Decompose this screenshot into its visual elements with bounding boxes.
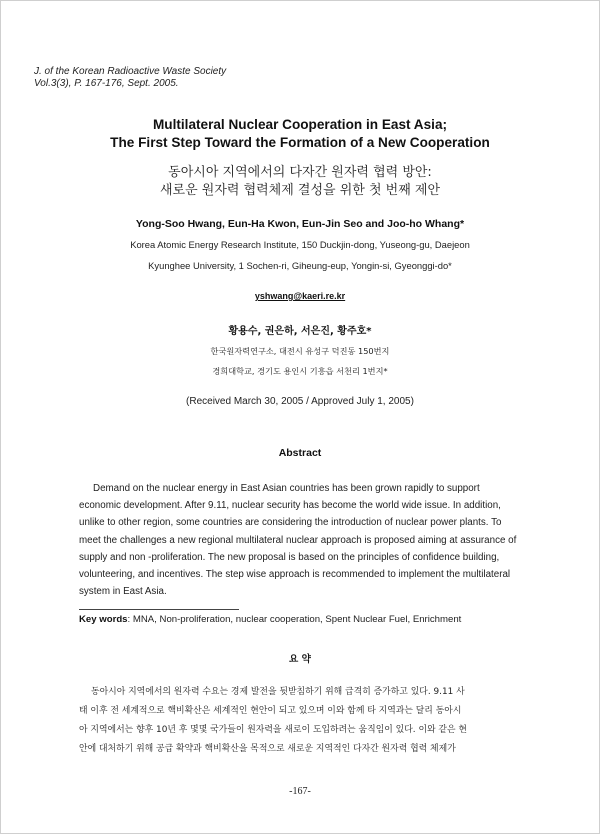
korean-abstract-body (79, 683, 529, 759)
abstract-line: Demand on the nuclear energy in East Asian countries has been grown rapidly to support (93, 483, 480, 494)
page-number: -167- (289, 786, 311, 797)
abstract-line: supply and non -proliferation. The new proposal is based on the principles of confidence building, (79, 551, 500, 563)
korean-abstract-line: 아 지역에서는 향후 10년 후 몇몇 국가들이 원자력을 새로이 도입하려는 움직임이 있다. 이와 같은 현 (79, 725, 467, 735)
abstract-line: volunteering, and incentives. The step wise approach is recommended to implement the multilateral (79, 569, 511, 581)
english-title-line-2: The First Step Toward the Formation of a New Cooperation (110, 135, 490, 150)
english-title-line-1: Multilateral Nuclear Cooperation in East Asia; (152, 117, 448, 132)
korean-affiliation-1: 한국원자력연구소, 대전시 유성구 덕진동 150번지 (210, 346, 390, 356)
english-affiliation-1: Korea Atomic Energy Research Institute, 150 Duckjin-dong, Yuseong-gu, Daejeon (130, 239, 470, 250)
english-title (0, 116, 600, 152)
korean-title-line-1: 동아시아 지역에서의 다자간 원자력 협력 방안: (168, 165, 432, 180)
korean-authors: 황용수, 권은하, 서은진, 황주호* (228, 326, 372, 337)
keywords-label: Key words (79, 614, 128, 625)
korean-abstract-line: 안에 대처하기 위해 공급 확약과 핵비확산을 목적으로 새로운 지역적인 다자간 원자력 협력 체제가 (79, 744, 456, 754)
korean-title-line-2: 새로운 원자력 협력체제 결성을 위한 첫 번째 제안 (159, 183, 441, 198)
abstract-line: unlike to other region, some countries are considering the introduction of nuclear power plants. To (79, 517, 502, 529)
english-authors: Yong-Soo Hwang, Eun-Ha Kwon, Eun-Jin Seo and Joo-ho Whang* (135, 218, 465, 230)
korean-abstract-heading: 요 약 (289, 654, 311, 665)
abstract-heading: Abstract (278, 447, 322, 459)
abstract-line: meet the challenges a new regional multilateral nuclear approach is proposed aiming at assurance of (79, 534, 517, 546)
author-email-link[interactable]: yshwang@kaeri.re.kr (254, 291, 346, 301)
korean-abstract-line: 태 이후 전 세계적으로 핵비확산은 세계적인 현안이 되고 있으며 이와 함께 타 지역과는 달리 동아시 (79, 706, 462, 716)
keywords-text: : MNA, Non-proliferation, nuclear cooperation, Spent Nuclear Fuel, Enrichment (127, 614, 462, 625)
korean-title (0, 164, 600, 200)
journal-line-2: Vol.3(3), P. 167-176, Sept. 2005. (34, 78, 179, 89)
received-dates: (Received March 30, 2005 / Approved July 1, 2005) (186, 396, 414, 407)
korean-affiliation-2: 경희대학교, 경기도 용인시 기흥읍 서천리 1번지* (212, 366, 388, 376)
english-affiliation-2: Kyunghee University, 1 Sochen-ri, Giheung-eup, Yongin-si, Gyeonggi-do* (148, 260, 452, 271)
abstract-body (79, 480, 519, 600)
journal-citation (34, 66, 226, 90)
journal-line-1: J. of the Korean Radioactive Waste Society (34, 66, 227, 77)
keywords-divider (79, 609, 239, 610)
abstract-line: economic development. After 9.11, nuclear security has become the world wide issue. In addition, (79, 500, 501, 512)
abstract-line: system in East Asia. (79, 586, 167, 598)
korean-abstract-line: 동아시아 지역에서의 원자력 수요는 경제 발전을 뒷받침하기 위해 급격히 증가하고 있다. 9.11 사 (91, 687, 465, 697)
keywords (79, 614, 461, 625)
